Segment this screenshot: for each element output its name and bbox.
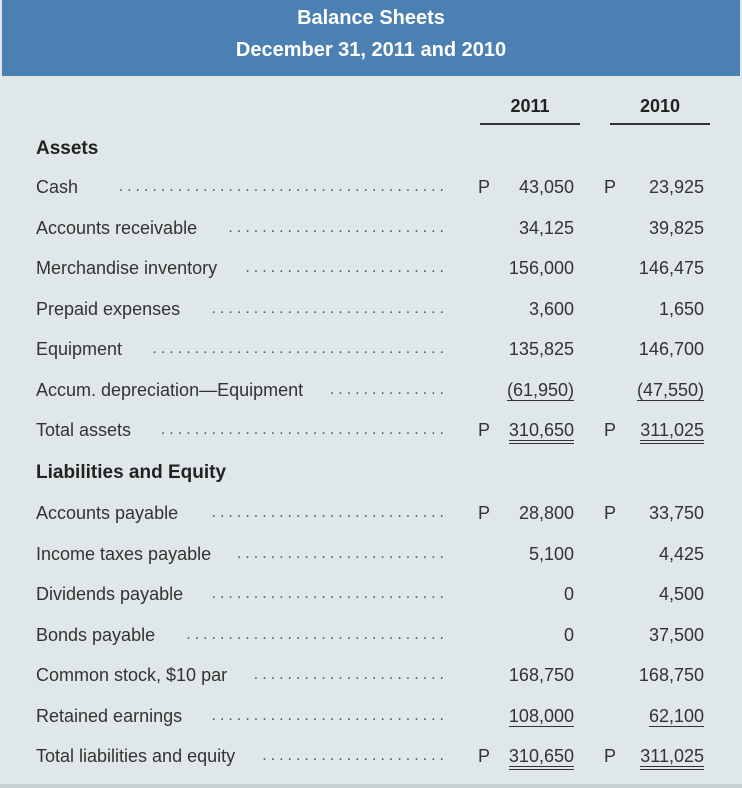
value-2010 xyxy=(598,296,704,322)
leader-dots: ............................ xyxy=(211,299,448,317)
leader-dots: .................................. xyxy=(160,421,448,438)
column-header-2010: 2010 xyxy=(610,96,710,125)
column-header-2011: 2011 xyxy=(480,96,580,125)
value-2010 xyxy=(598,336,704,362)
row-label: Income taxes payable xyxy=(36,543,212,564)
row-label: Common stock, $10 par xyxy=(36,665,228,685)
leader-dots: ....................................... xyxy=(118,178,448,195)
amount: 34,125 xyxy=(518,217,574,238)
value-2010 xyxy=(598,581,704,607)
leader-dots: ......................... xyxy=(236,544,448,562)
value-2010 xyxy=(598,215,704,241)
value-2011 xyxy=(470,541,574,567)
value-2011 xyxy=(470,215,574,241)
table-row xyxy=(0,215,742,255)
table-row xyxy=(0,417,742,457)
amount: 146,700 xyxy=(638,339,704,359)
value-2010 xyxy=(598,662,704,688)
value-2011 xyxy=(470,500,574,526)
value-2011 xyxy=(470,336,574,362)
currency-symbol: P xyxy=(478,503,491,523)
amount: 156,000 xyxy=(508,258,574,278)
value-2011 xyxy=(470,581,574,607)
amount: 108,000 xyxy=(508,705,574,726)
currency-symbol: P xyxy=(604,503,617,523)
currency-symbol: P xyxy=(604,746,617,766)
currency-symbol: P xyxy=(478,420,491,440)
amount: 4,500 xyxy=(658,584,704,604)
leader-dots: .......................... xyxy=(228,218,448,236)
leader-dots: ........................ xyxy=(245,259,448,276)
value-2010 xyxy=(598,255,704,281)
row-label: Accum. depreciation—Equipment xyxy=(36,379,304,400)
amount: 62,100 xyxy=(648,705,704,726)
row-label: Cash xyxy=(36,177,79,197)
currency-symbol: P xyxy=(478,177,491,197)
amount: 39,825 xyxy=(648,217,704,238)
amount: 5,100 xyxy=(528,543,574,564)
row-label: Bonds payable xyxy=(36,624,156,645)
value-2011 xyxy=(470,743,574,769)
value-2011 xyxy=(470,174,574,200)
value-2010 xyxy=(598,622,704,648)
table-row xyxy=(0,743,742,783)
amount: 168,750 xyxy=(638,665,704,685)
value-2011 xyxy=(470,296,574,322)
amount: 168,750 xyxy=(508,665,574,685)
value-2011 xyxy=(470,662,574,688)
row-label: Accounts payable xyxy=(36,503,179,523)
table-row xyxy=(0,377,742,417)
amount: (47,550) xyxy=(636,379,704,400)
amount: 310,650 xyxy=(509,420,574,444)
amount: 1,650 xyxy=(658,298,704,319)
amount: 28,800 xyxy=(518,503,574,523)
row-label: Prepaid expenses xyxy=(36,298,181,319)
table-row xyxy=(0,296,742,336)
leader-dots: .............. xyxy=(329,380,448,398)
leader-dots: ............................ xyxy=(211,706,448,724)
currency-symbol: P xyxy=(604,177,617,197)
amount: 135,825 xyxy=(508,339,574,359)
amount: 33,750 xyxy=(648,503,704,523)
table-row xyxy=(0,662,742,702)
value-2011 xyxy=(470,622,574,648)
table-row xyxy=(0,174,742,214)
row-label: Merchandise inventory xyxy=(36,258,218,278)
value-2010 xyxy=(598,703,704,729)
amount: 0 xyxy=(563,624,574,645)
value-2010 xyxy=(598,541,704,567)
leader-dots: ...................... xyxy=(262,747,448,764)
amount: (61,950) xyxy=(506,379,574,400)
liabilities-heading: Liabilities and Equity xyxy=(36,462,227,483)
table-row xyxy=(0,622,742,662)
leader-dots: ............................ xyxy=(211,585,448,602)
amount: 4,425 xyxy=(658,543,704,564)
table-row xyxy=(0,255,742,295)
value-2011 xyxy=(470,703,574,729)
table-row xyxy=(0,581,742,621)
table-row xyxy=(0,541,742,581)
leader-dots: ............................ xyxy=(211,504,448,521)
assets-heading: Assets xyxy=(36,138,99,159)
amount: 310,650 xyxy=(509,746,574,770)
value-2010 xyxy=(598,174,704,200)
value-2011 xyxy=(470,377,574,403)
bottom-rule xyxy=(0,784,742,788)
amount: 311,025 xyxy=(640,420,704,444)
currency-symbol: P xyxy=(604,420,617,440)
value-2011 xyxy=(470,255,574,281)
value-2010 xyxy=(598,377,704,403)
value-2010 xyxy=(598,417,704,443)
row-label: Accounts receivable xyxy=(36,217,198,238)
leader-dots: ............................... xyxy=(186,625,448,643)
amount: 23,925 xyxy=(648,177,704,197)
statement-title: Balance Sheets xyxy=(297,7,445,29)
value-2011 xyxy=(470,417,574,443)
amount: 0 xyxy=(563,584,574,604)
amount: 3,600 xyxy=(528,298,574,319)
statement-subtitle: December 31, 2011 and 2010 xyxy=(235,39,507,61)
value-2010 xyxy=(598,500,704,526)
currency-symbol: P xyxy=(478,746,491,766)
amount: 43,050 xyxy=(518,177,574,197)
table-row xyxy=(0,500,742,540)
statement-header xyxy=(2,0,740,76)
row-label: Retained earnings xyxy=(36,705,183,726)
row-label: Dividends payable xyxy=(36,584,184,604)
leader-dots: ................................... xyxy=(152,340,448,357)
leader-dots: ....................... xyxy=(253,666,448,683)
table-row xyxy=(0,336,742,376)
amount: 311,025 xyxy=(640,746,704,770)
amount: 37,500 xyxy=(648,624,704,645)
row-label: Total liabilities and equity xyxy=(36,746,236,766)
amount: 146,475 xyxy=(638,258,704,278)
row-label: Total assets xyxy=(36,420,132,440)
row-label: Equipment xyxy=(36,339,123,359)
value-2010 xyxy=(598,743,704,769)
table-row xyxy=(0,703,742,743)
